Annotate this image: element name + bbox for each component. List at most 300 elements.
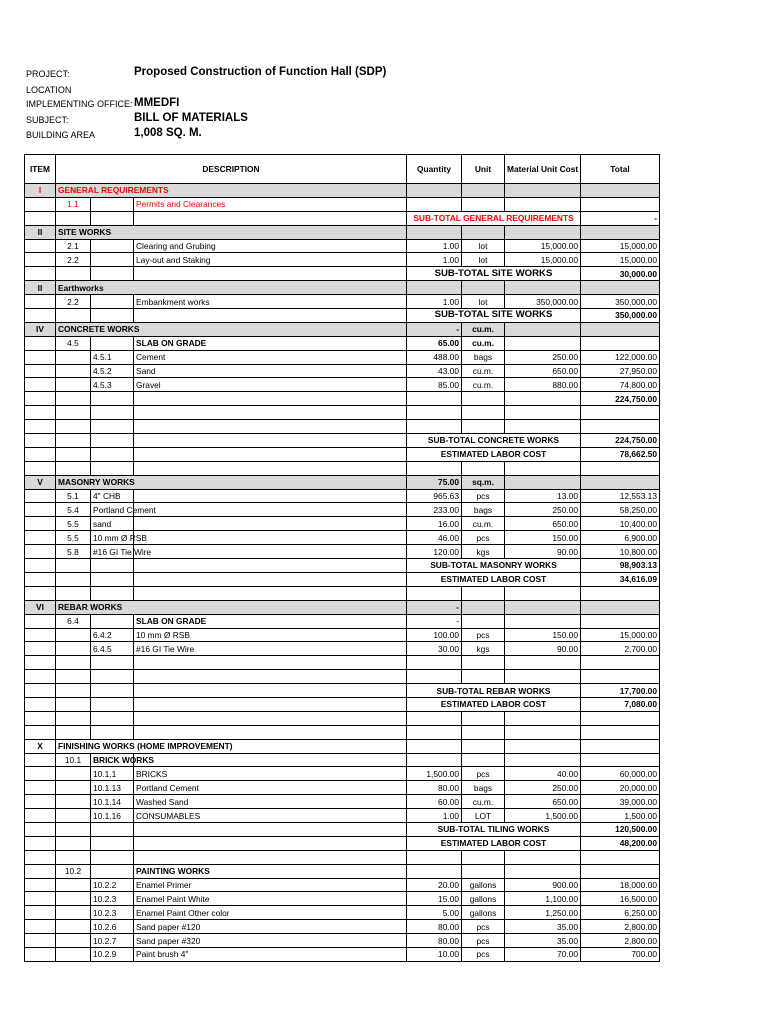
unit-cell: pcs <box>462 947 505 961</box>
unit-cell <box>462 586 505 600</box>
total-cell: 60,000.00 <box>581 767 660 781</box>
item-description: Lay-out and Staking <box>134 253 407 267</box>
subitem-code <box>91 197 134 211</box>
subitem-code: 10.1.13 <box>91 781 134 795</box>
unit-cell <box>462 656 505 670</box>
item-cell <box>25 628 56 642</box>
item-cell <box>25 822 56 836</box>
unit-cell <box>462 420 505 434</box>
code-cell <box>56 822 91 836</box>
item-description: Sand paper #120 <box>134 920 407 934</box>
subitem-code <box>91 864 134 878</box>
table-row <box>25 267 660 281</box>
cost-cell <box>505 406 581 420</box>
item-description <box>134 392 407 406</box>
unit-cell <box>462 753 505 767</box>
item-description: Enamel Paint White <box>134 892 407 906</box>
area-label: BUILDING AREA <box>26 130 96 140</box>
item-code <box>56 809 91 823</box>
item-cell <box>25 253 56 267</box>
cost-cell <box>505 614 581 628</box>
table-row <box>25 420 660 434</box>
total-cell: 20,000.00 <box>581 781 660 795</box>
item-cell <box>25 753 56 767</box>
table-row <box>25 239 660 253</box>
item-number: VI <box>25 600 56 614</box>
unit-cell <box>462 392 505 406</box>
item-description: Sand <box>134 364 407 378</box>
cost-cell <box>505 461 581 475</box>
item-description <box>134 586 407 600</box>
item-cell <box>25 934 56 948</box>
table-row <box>25 489 660 503</box>
item-cell <box>25 378 56 392</box>
unit-cell: gallons <box>462 878 505 892</box>
code-cell <box>56 684 91 698</box>
subtotal-label: ESTIMATED LABOR COST <box>407 836 581 850</box>
total-cell <box>581 281 660 295</box>
subtotal-value: 350,000.00 <box>581 309 660 323</box>
total-cell <box>581 864 660 878</box>
table-row <box>25 253 660 267</box>
cost-cell: 70.00 <box>505 947 581 961</box>
cost-cell <box>505 725 581 739</box>
cost-cell: 350,000.00 <box>505 295 581 309</box>
subitem-code: 10.1.1 <box>91 767 134 781</box>
subitem-code: 6.4.2 <box>91 628 134 642</box>
quantity-cell: 80.00 <box>407 920 462 934</box>
unit-cell <box>462 725 505 739</box>
subtotal-label: SUB-TOTAL CONCRETE WORKS <box>407 434 581 448</box>
table-row <box>25 322 660 336</box>
subcode-cell <box>91 836 134 850</box>
subtotal-value: - <box>581 211 660 225</box>
table-row <box>25 503 660 517</box>
subtotal-value: 78,662.50 <box>581 447 660 461</box>
total-cell <box>581 600 660 614</box>
item-code: 4.5 <box>56 336 91 350</box>
unit-cell: cu.m. <box>462 517 505 531</box>
quantity-cell <box>407 753 462 767</box>
total-cell <box>581 753 660 767</box>
total-cell <box>581 461 660 475</box>
subitem-code: 10.2.3 <box>91 892 134 906</box>
subitem-code: #16 GI Tie Wire <box>91 545 134 559</box>
subcode-cell <box>91 309 134 323</box>
item-cell <box>25 309 56 323</box>
total-cell <box>581 656 660 670</box>
cost-cell: 90.00 <box>505 642 581 656</box>
unit-cell <box>462 225 505 239</box>
quantity-cell: 233.00 <box>407 503 462 517</box>
desc-cell <box>134 447 407 461</box>
subitem-code <box>91 670 134 684</box>
item-description: #16 GI Tie Wire <box>134 642 407 656</box>
subtotal-label: SUB-TOTAL TILING WORKS <box>407 822 581 836</box>
table-row <box>25 475 660 489</box>
subtotal-label: ESTIMATED LABOR COST <box>407 697 581 711</box>
item-number: II <box>25 225 56 239</box>
total-cell <box>581 725 660 739</box>
item-description <box>134 420 407 434</box>
col-header-quantity: Quantity <box>407 155 462 184</box>
code-cell <box>56 572 91 586</box>
cost-cell <box>505 586 581 600</box>
table-row <box>25 572 660 586</box>
cost-cell: 150.00 <box>505 628 581 642</box>
total-cell: 2,800.00 <box>581 920 660 934</box>
item-cell <box>25 850 56 864</box>
col-header-item: ITEM <box>25 155 56 184</box>
quantity-cell <box>407 197 462 211</box>
cost-cell: 40.00 <box>505 767 581 781</box>
unit-cell: bags <box>462 781 505 795</box>
subitem-code: BRICK WORKS <box>91 753 134 767</box>
desc-cell <box>134 836 407 850</box>
cost-cell: 13.00 <box>505 489 581 503</box>
table-header-row <box>25 155 660 184</box>
quantity-cell: - <box>407 614 462 628</box>
unit-cell: sq.m. <box>462 475 505 489</box>
item-code <box>56 906 91 920</box>
total-cell: 15,000.00 <box>581 628 660 642</box>
quantity-cell: 15.00 <box>407 892 462 906</box>
table-row <box>25 336 660 350</box>
item-cell <box>25 725 56 739</box>
table-row <box>25 642 660 656</box>
subtotal-label: SUB-TOTAL REBAR WORKS <box>407 684 581 698</box>
subitem-code <box>91 586 134 600</box>
total-cell: 10,800.00 <box>581 545 660 559</box>
cost-cell: 650.00 <box>505 795 581 809</box>
unit-cell <box>462 739 505 753</box>
item-code <box>56 670 91 684</box>
table-row <box>25 392 660 406</box>
item-cell <box>25 531 56 545</box>
quantity-cell: 488.00 <box>407 350 462 364</box>
item-cell <box>25 781 56 795</box>
table-row <box>25 447 660 461</box>
item-code: 2.1 <box>56 239 91 253</box>
project-value: Proposed Construction of Function Hall (SDP) <box>134 66 387 78</box>
subtotal-label: SUB-TOTAL MASONRY WORKS <box>407 559 581 573</box>
subject-label: SUBJECT: <box>26 115 69 125</box>
total-cell <box>581 614 660 628</box>
table-row <box>25 684 660 698</box>
desc-cell <box>134 211 407 225</box>
item-code: 6.4 <box>56 614 91 628</box>
item-code <box>56 420 91 434</box>
item-cell <box>25 947 56 961</box>
cost-cell: 900.00 <box>505 878 581 892</box>
unit-cell <box>462 281 505 295</box>
table-row <box>25 711 660 725</box>
total-cell: 12,553.13 <box>581 489 660 503</box>
unit-cell <box>462 406 505 420</box>
item-code: 5.5 <box>56 531 91 545</box>
item-description: Enamel Primer <box>134 878 407 892</box>
item-description <box>134 725 407 739</box>
total-cell <box>581 586 660 600</box>
unit-cell: gallons <box>462 906 505 920</box>
item-description <box>134 503 407 517</box>
quantity-cell: 80.00 <box>407 781 462 795</box>
cost-cell <box>505 322 581 336</box>
total-cell: 6,250.00 <box>581 906 660 920</box>
quantity-cell: 10.00 <box>407 947 462 961</box>
item-cell <box>25 197 56 211</box>
item-cell <box>25 503 56 517</box>
item-code <box>56 392 91 406</box>
total-cell <box>581 406 660 420</box>
item-cell <box>25 517 56 531</box>
item-code: 5.8 <box>56 545 91 559</box>
unit-cell: pcs <box>462 767 505 781</box>
item-description: CONSUMABLES <box>134 809 407 823</box>
quantity-cell: 965.63 <box>407 489 462 503</box>
table-row <box>25 892 660 906</box>
item-cell <box>25 572 56 586</box>
unit-cell <box>462 184 505 198</box>
item-description <box>134 711 407 725</box>
item-code <box>56 850 91 864</box>
total-cell: 2,800.00 <box>581 934 660 948</box>
subitem-code <box>91 711 134 725</box>
quantity-cell: 85.00 <box>407 378 462 392</box>
item-code <box>56 725 91 739</box>
total-cell: 16,500.00 <box>581 892 660 906</box>
quantity-cell: 1.00 <box>407 809 462 823</box>
quantity-cell <box>407 739 462 753</box>
table-row <box>25 822 660 836</box>
subtotal-label: ESTIMATED LABOR COST <box>407 572 581 586</box>
code-cell <box>56 697 91 711</box>
cost-cell: 880.00 <box>505 378 581 392</box>
code-cell <box>56 309 91 323</box>
subitem-code: sand <box>91 517 134 531</box>
table-row <box>25 461 660 475</box>
cost-cell <box>505 656 581 670</box>
item-cell <box>25 406 56 420</box>
item-number: II <box>25 281 56 295</box>
item-code: 2.2 <box>56 253 91 267</box>
subcode-cell <box>91 559 134 573</box>
quantity-cell <box>407 184 462 198</box>
subtotal-value: 7,080.00 <box>581 697 660 711</box>
table-row <box>25 309 660 323</box>
cost-cell <box>505 711 581 725</box>
quantity-cell: 43.00 <box>407 364 462 378</box>
cost-cell <box>505 392 581 406</box>
cost-cell <box>505 864 581 878</box>
cost-cell: 1,500.00 <box>505 809 581 823</box>
item-cell <box>25 656 56 670</box>
quantity-cell: - <box>407 600 462 614</box>
item-cell <box>25 420 56 434</box>
unit-cell: pcs <box>462 934 505 948</box>
table-row <box>25 586 660 600</box>
subitem-code <box>91 239 134 253</box>
subtotal-label: SUB-TOTAL SITE WORKS <box>407 267 581 281</box>
desc-cell <box>134 822 407 836</box>
total-cell: 10,400.00 <box>581 517 660 531</box>
table-row <box>25 545 660 559</box>
unit-cell <box>462 864 505 878</box>
item-description: Gravel <box>134 378 407 392</box>
location-label: LOCATION <box>26 85 72 95</box>
item-number: IV <box>25 322 56 336</box>
quantity-cell: 60.00 <box>407 795 462 809</box>
quantity-cell: 1.00 <box>407 253 462 267</box>
item-code <box>56 628 91 642</box>
quantity-cell: 75.00 <box>407 475 462 489</box>
table-row <box>25 934 660 948</box>
section-title: CONCRETE WORKS <box>56 322 407 336</box>
subitem-code <box>91 392 134 406</box>
subitem-code <box>91 614 134 628</box>
item-cell <box>25 892 56 906</box>
total-cell: 18,000.00 <box>581 878 660 892</box>
item-code: 5.4 <box>56 503 91 517</box>
subitem-code: Portland Cement <box>91 503 134 517</box>
subject-value: BILL OF MATERIALS <box>134 112 248 124</box>
total-cell <box>581 322 660 336</box>
code-cell <box>56 434 91 448</box>
subitem-code: 4.5.3 <box>91 378 134 392</box>
total-cell <box>581 184 660 198</box>
subitem-code: 10.2.3 <box>91 906 134 920</box>
subtotal-label: SUB-TOTAL SITE WORKS <box>407 309 581 323</box>
item-description: Portland Cement <box>134 781 407 795</box>
item-cell <box>25 670 56 684</box>
subitem-code: 4.5.2 <box>91 364 134 378</box>
item-cell <box>25 364 56 378</box>
unit-cell: bags <box>462 503 505 517</box>
cost-cell <box>505 336 581 350</box>
table-row <box>25 434 660 448</box>
code-cell <box>56 836 91 850</box>
desc-cell <box>134 572 407 586</box>
unit-cell: pcs <box>462 531 505 545</box>
table-row <box>25 906 660 920</box>
cost-cell: 250.00 <box>505 503 581 517</box>
cost-cell <box>505 739 581 753</box>
subtotal-label: SUB-TOTAL GENERAL REQUIREMENTS <box>407 211 581 225</box>
item-cell <box>25 711 56 725</box>
quantity-cell <box>407 864 462 878</box>
table-row <box>25 517 660 531</box>
item-code <box>56 934 91 948</box>
item-code <box>56 461 91 475</box>
cost-cell <box>505 184 581 198</box>
unit-cell <box>462 197 505 211</box>
item-code <box>56 364 91 378</box>
section-title: MASONRY WORKS <box>56 475 407 489</box>
item-description: BRICKS <box>134 767 407 781</box>
total-cell <box>581 197 660 211</box>
table-row <box>25 781 660 795</box>
cost-cell: 1,250.00 <box>505 906 581 920</box>
table-row <box>25 836 660 850</box>
item-cell <box>25 642 56 656</box>
desc-cell <box>134 434 407 448</box>
item-number: X <box>25 739 56 753</box>
subtotal-value: 34,616.09 <box>581 572 660 586</box>
subcode-cell <box>91 572 134 586</box>
table-row <box>25 739 660 753</box>
subitem-code: 10.2.6 <box>91 920 134 934</box>
table-row <box>25 725 660 739</box>
item-cell <box>25 559 56 573</box>
col-header-total: Total <box>581 155 660 184</box>
item-cell <box>25 586 56 600</box>
quantity-cell <box>407 225 462 239</box>
item-description <box>134 517 407 531</box>
subcode-cell <box>91 267 134 281</box>
subtotal-value: 224,750.00 <box>581 434 660 448</box>
quantity-cell <box>407 392 462 406</box>
item-description: Paint brush 4" <box>134 947 407 961</box>
desc-cell <box>134 559 407 573</box>
item-cell <box>25 836 56 850</box>
item-code <box>56 642 91 656</box>
item-cell <box>25 697 56 711</box>
item-code <box>56 586 91 600</box>
total-cell: 39,000.00 <box>581 795 660 809</box>
cost-cell: 15,000.00 <box>505 239 581 253</box>
subcode-cell <box>91 447 134 461</box>
unit-cell: lot <box>462 253 505 267</box>
total-cell <box>581 420 660 434</box>
item-code <box>56 656 91 670</box>
cost-cell: 150.00 <box>505 531 581 545</box>
col-header-material-unit-cost: Material Unit Cost <box>505 155 581 184</box>
item-description: SLAB ON GRADE <box>134 614 407 628</box>
office-value: MMEDFI <box>134 97 180 109</box>
item-cell <box>25 434 56 448</box>
subtotal-label: ESTIMATED LABOR COST <box>407 447 581 461</box>
item-description <box>134 670 407 684</box>
item-description <box>134 656 407 670</box>
cost-cell: 650.00 <box>505 517 581 531</box>
item-number: I <box>25 184 56 198</box>
item-code: 10.1 <box>56 753 91 767</box>
subitem-code: 4.5.1 <box>91 350 134 364</box>
cost-cell <box>505 753 581 767</box>
total-cell: 122,000.00 <box>581 350 660 364</box>
quantity-cell: 46.00 <box>407 531 462 545</box>
quantity-cell: 20.00 <box>407 878 462 892</box>
item-description: PAINTING WORKS <box>134 864 407 878</box>
table-row <box>25 920 660 934</box>
item-code: 1.1 <box>56 197 91 211</box>
quantity-cell <box>407 656 462 670</box>
item-description <box>134 850 407 864</box>
code-cell <box>56 267 91 281</box>
project-label: PROJECT: <box>26 69 70 79</box>
unit-cell <box>462 850 505 864</box>
quantity-cell: - <box>407 322 462 336</box>
area-value: 1,008 SQ. M. <box>134 127 202 139</box>
cost-cell: 250.00 <box>505 350 581 364</box>
item-description: 10 mm Ø RSB <box>134 628 407 642</box>
quantity-cell <box>407 711 462 725</box>
quantity-cell: 16.00 <box>407 517 462 531</box>
item-description: Cement <box>134 350 407 364</box>
item-code: 2.2 <box>56 295 91 309</box>
unit-cell <box>462 600 505 614</box>
code-cell <box>56 211 91 225</box>
